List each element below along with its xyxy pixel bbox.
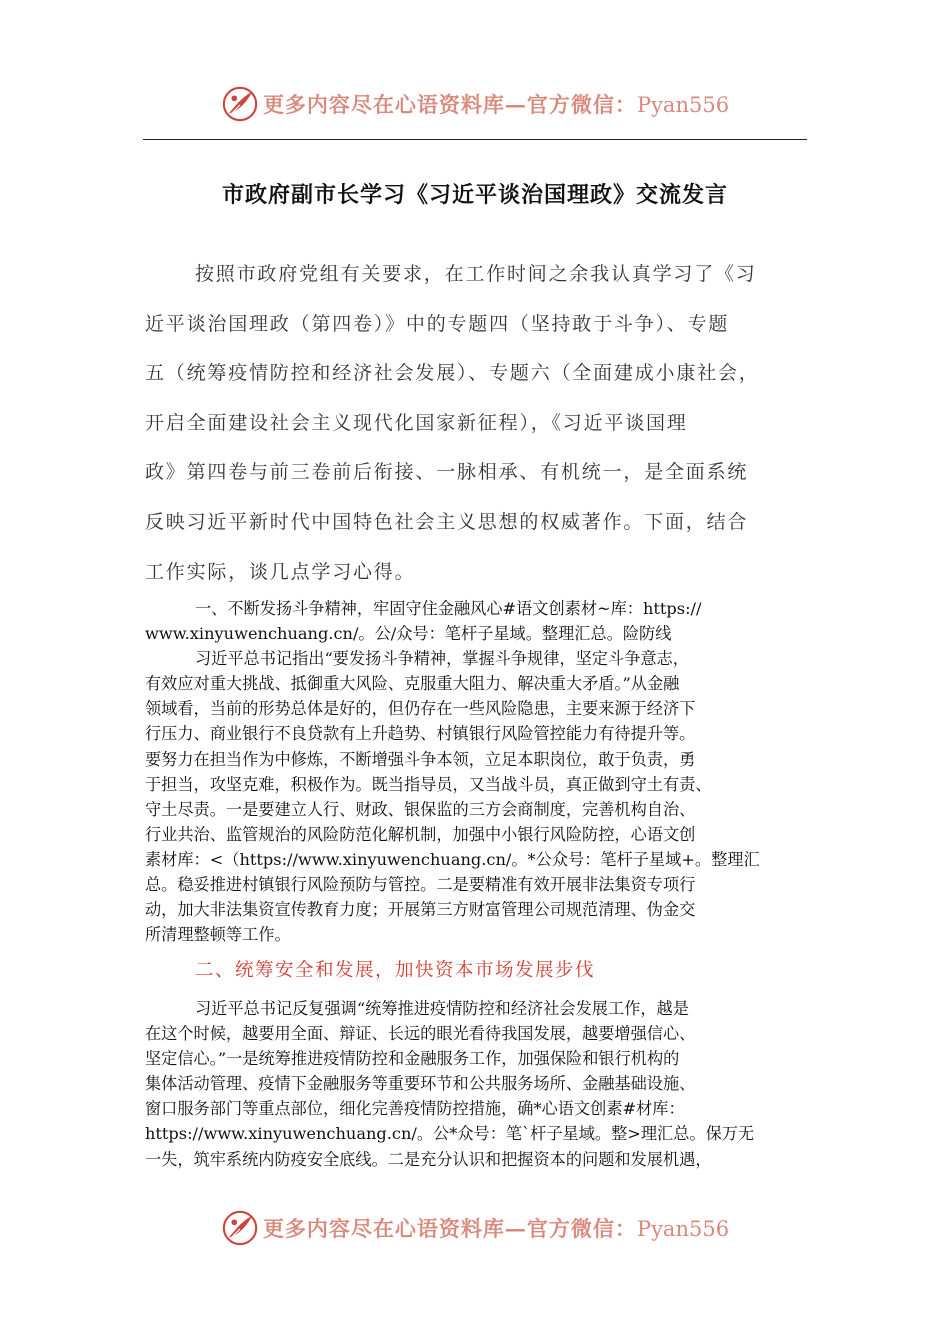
quill-logo-icon — [221, 1209, 259, 1247]
body-line: 一失，筑牢系统内防疫安全底线。二是充分认识和把握资本的问题和发展机遇， — [145, 1149, 712, 1169]
banner-text: 更多内容尽在心语资料库—官方微信：Pyan556 — [262, 1216, 730, 1241]
body-line: 窗口服务部门等重点部位，细化完善疫情防控措施，确*心语文创素#材库： — [145, 1099, 685, 1119]
body-line: 坚定信心。”一是统筹推进疫情防控和金融服务工作，加强保险和银行机构的 — [145, 1049, 680, 1069]
document-title: 市政府副市长学习《习近平谈治国理政》交流发言 — [221, 183, 728, 208]
intro-line: 政》第四卷与前三卷前后衔接、一脉相承、有机统一，是全面系统 — [145, 461, 749, 484]
banner-text: 更多内容尽在心语资料库—官方微信：Pyan556 — [262, 92, 730, 117]
intro-line: 开启全面建设社会主义现代化国家新征程），《习近平谈国理 — [145, 411, 688, 434]
intro-paragraph — [145, 250, 809, 597]
body-line: 总。稳妥推进村镇银行风险预防与管控。二是要精准有效开展非法集资专项行 — [145, 875, 696, 895]
intro-line: 工作实际，谈几点学习心得。 — [145, 560, 416, 583]
body-line: 有效应对重大挑战、抵御重大风险、克服重大阻力、解决重大矛盾。”从金融 — [145, 674, 680, 694]
section-two — [145, 996, 811, 1172]
body-line: 动，加大非法集资宣传教育力度；开展第三方财富管理公司规范清理、伪金交 — [145, 900, 696, 920]
body-line: 素材库：<（https://www.xinyuwenchuang.cn/。*公众号：笔杆子星域+。整理汇 — [145, 849, 760, 869]
body-line: 行业共治、监管规治的风险防范化解机制，加强中小银行风险防控，心语文创 — [145, 824, 696, 844]
body-line: https://www.xinyuwenchuang.cn/。公*众号：笔`杆子星域。整>理汇总。保万无 — [145, 1124, 755, 1144]
body-line: 习近平总书记指出“要发扬斗争精神，掌握斗争规律，坚定斗争意志， — [195, 649, 689, 669]
intro-line: 近平谈治国理政（第四卷）》中的专题四（坚持敢于斗争）、专题 — [145, 312, 730, 335]
body-line: 守土尽责。一是要建立人行、财政、银保监的三方会商制度，完善机构自治、 — [145, 799, 696, 819]
header-divider — [143, 139, 807, 140]
body-line: 习近平总书记反复强调“统筹推进疫情防控和经济社会发展工作，越是 — [195, 999, 689, 1018]
section-one — [145, 596, 811, 947]
body-line: 在这个时候，越要用全面、辩证、长远的眼光看待我国发展，越要增强信心、 — [145, 1024, 696, 1044]
body-line: 要努力在担当作为中修炼，不断增强斗争本领，立足本职岗位，敢于负责，勇 — [145, 749, 696, 769]
body-line: 集体活动管理、疫情下金融服务等重要环节和公共服务场所、金融基础设施、 — [145, 1074, 696, 1094]
section-heading-two: 二、统筹安全和发展，加快资本市场发展步伐 — [195, 960, 596, 981]
body-line: 于担当，攻坚克难，积极作为。既当指导员，又当战斗员，真正做到守土有责、 — [145, 774, 712, 794]
intro-line: 五（统筹疫情防控和经济社会发展）、专题六（全面建成小康社会， — [145, 362, 760, 385]
intro-line: 反映习近平新时代中国特色社会主义思想的权威著作。下面，结合 — [145, 510, 749, 533]
body-line: 行压力、商业银行不良贷款有上升趋势、村镇银行风险管控能力有待提升等。 — [145, 724, 696, 744]
header-banner — [0, 82, 950, 126]
body-line: 所清理整顿等工作。 — [145, 925, 291, 945]
body-line: www.xinyuwenchuang.cn/。公/众号：笔杆子星域。整理汇总。险防线 — [145, 624, 672, 644]
footer-banner — [0, 1206, 950, 1250]
section-heading-one: 一、不断发扬斗争精神，牢固守住金融风心#语文创素材~库：https:// — [195, 599, 702, 618]
quill-logo-icon — [221, 85, 259, 123]
intro-line: 按照市政府党组有关要求，在工作时间之余我认真学习了《习 — [195, 263, 757, 285]
body-line: 领域看，当前的形势总体是好的，但仍存在一些风险隐患，主要来源于经济下 — [145, 699, 696, 719]
